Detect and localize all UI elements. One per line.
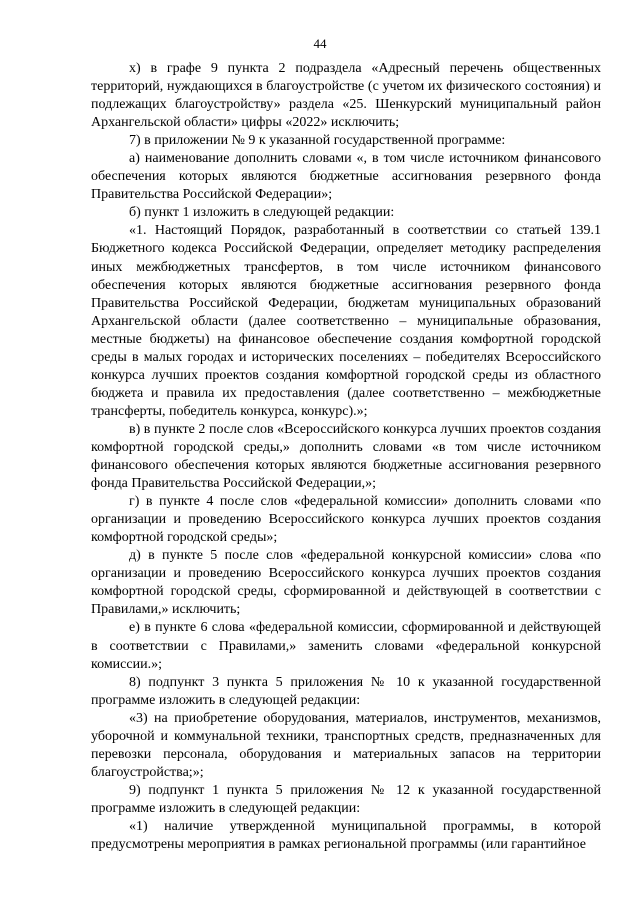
paragraph-new-subclause-3: «3) на приобретение оборудования, материалов, инструментов, механизмов, уборочной и коммунальной техники, транспортных средств, предназначенных для перевозки персонала, оборудования и материальных запасов на территории благоустройства;»; [91,710,601,780]
paragraph-new-subclause-1: «1) наличие утвержденной муниципальной программы, в которой предусмотрены мероприятия в рамках региональной программы (или гарантийное [91,818,601,853]
paragraph-new-clause-1: «1. Настоящий Порядок, разработанный в соответствии со статьей 139.1 Бюджетного кодекса Российской Федерации, определяет методику распределения иных межбюджетных трансфертов, в том числе источником финансового обеспечения которых являются бюджетные ассигнования резервного фонда Правительства Российской Федерации, бюджетам муниципальных образований Архангельской области (далее соответственно – муниципальные образования, местные бюджеты) на финансовое обеспечение создания комфортной городской среды в малых городах и исторических поселениях – победителях Всероссийского конкурса лучших проектов создания комфортной городской среды из областного бюджета и правила их предоставления (далее соответственно – межбюджетные трансферты, победитель конкурса, конкурс).»; [91,223,601,419]
page-number: 44 [313,36,327,51]
paragraph-item-x: х) в графе 9 пункта 2 подраздела «Адресный перечень общественных территорий, нуждающихся в благоустройстве (с учетом их физического состояния) и подлежащих благоустройству» раздела «25. Шенкурский муниципальный район Архангельской области» цифры «2022» исключить; [91,61,601,131]
paragraph-subitem-v: в) в пункте 2 после слов «Всероссийского конкурса лучших проектов создания комфортной городской среды,» дополнить словами «в том числе источником финансового обеспечения которых являются бюджетные ассигнования резервного фонда Правительства Российской Федерации,»; [91,421,601,492]
document-body [91,60,601,854]
paragraph-item-9: 9) подпункт 1 пункта 5 приложения № 12 к указанной государственной программе изложить в следующей редакции: [91,782,601,816]
paragraph-subitem-g: г) в пункте 4 после слов «федеральной комиссии» дополнить словами «по организации и проведению Всероссийского конкурса лучших проектов создания комфортной городской среды»; [91,494,601,546]
paragraph-item-7: 7) в приложении № 9 к указанной государственной программе: [129,133,506,149]
paragraph-subitem-a: а) наименование дополнить словами «, в том числе источником финансового обеспечения которых являются бюджетные ассигнования резервного фонда Правительства Российской Федерации»; [91,151,601,203]
paragraph-subitem-d: д) в пункте 5 после слов «федеральной конкурсной комиссии» слова «по организации и проведению Всероссийского конкурса лучших проектов создания комфортной городской среды, сформированной и действующей в соответствии с Правилами,» исключить; [91,548,601,618]
paragraph-item-8: 8) подпункт 3 пункта 5 приложения № 10 к указанной государственной программе изложить в следующей редакции: [91,674,601,708]
paragraph-subitem-e: е) в пункте 6 слова «федеральной комиссии, сформированной и действующей в соответствии с Правилами,» заменить словами «федеральной конкурсной комиссии.»; [91,620,601,672]
paragraph-subitem-b: б) пункт 1 изложить в следующей редакции: [129,205,395,221]
